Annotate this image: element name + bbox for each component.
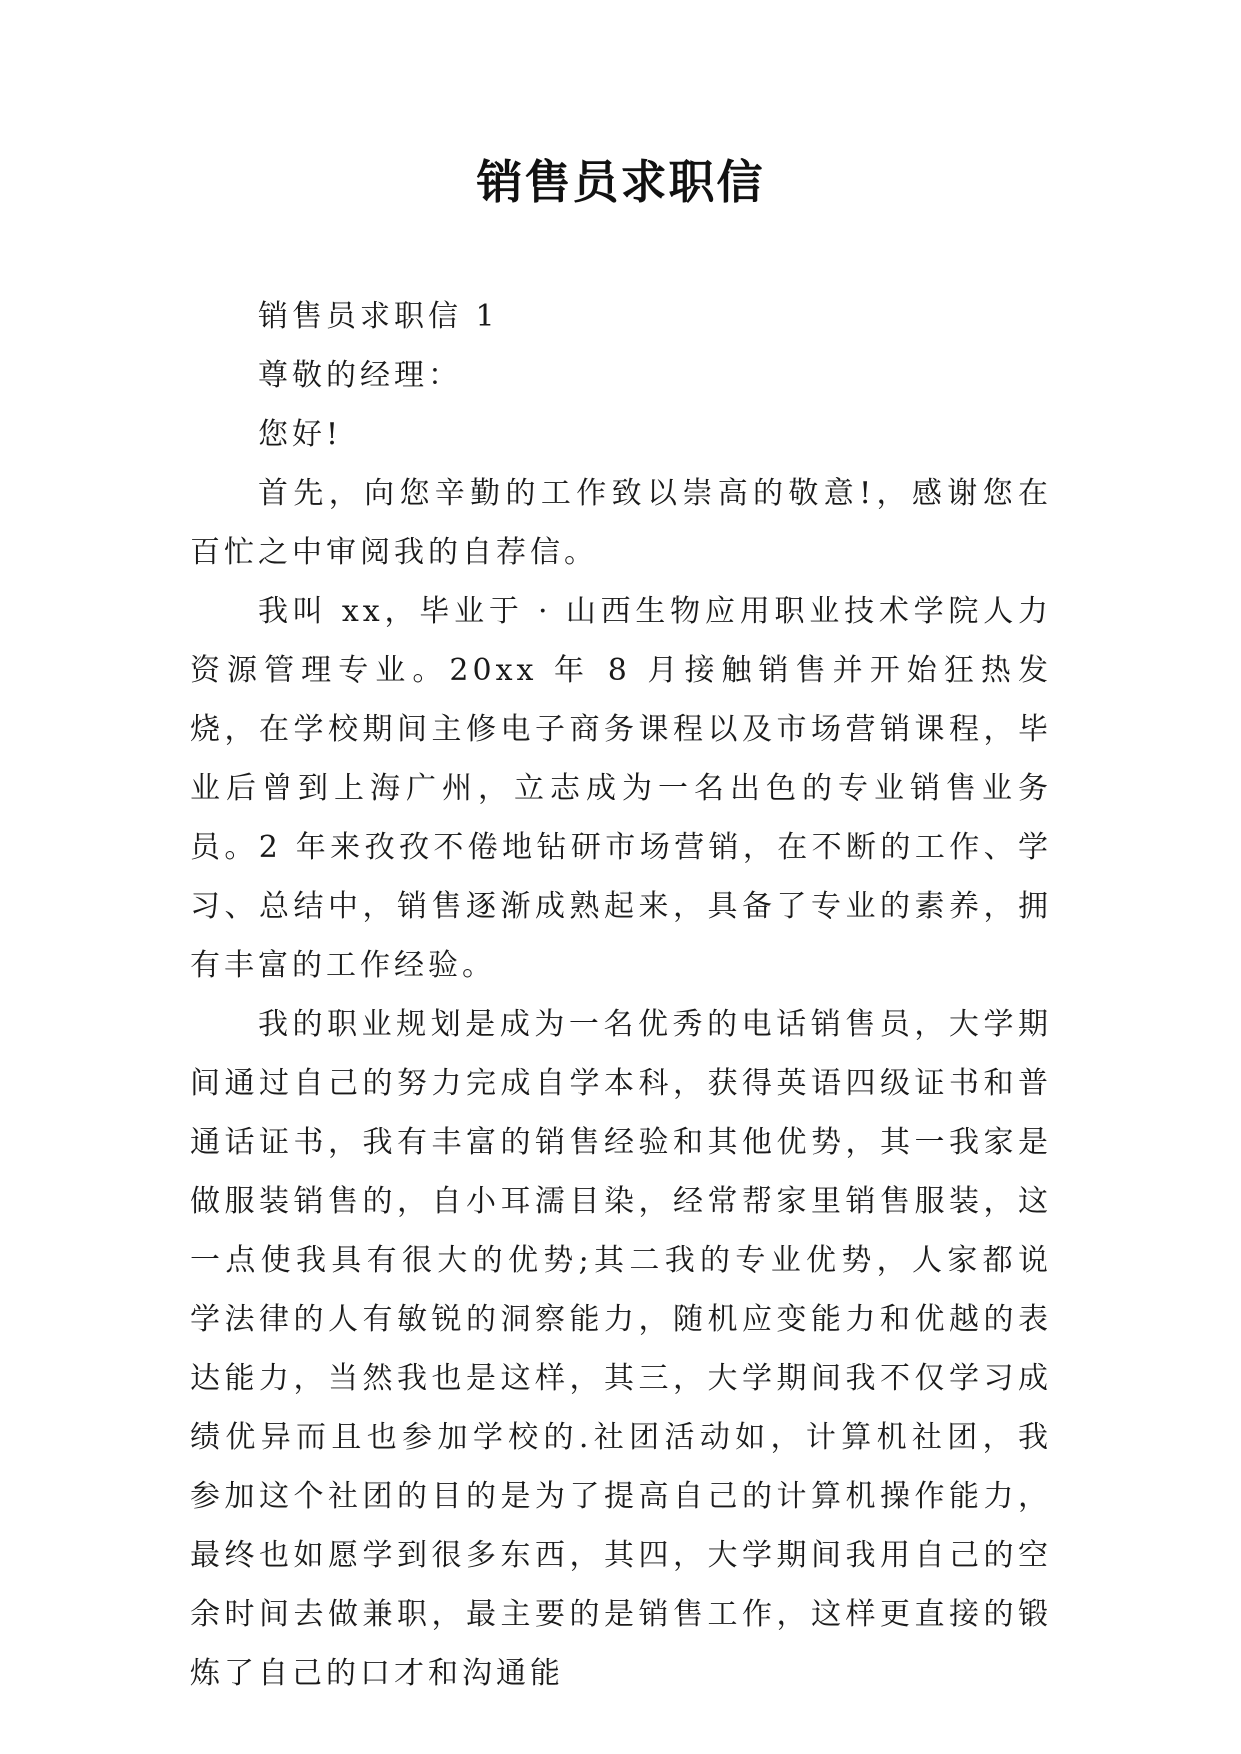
document-title: 销售员求职信 (476, 155, 765, 209)
paragraph-career-plan: 我的职业规划是成为一名优秀的电话销售员，大学期间通过自己的努力完成自学本科，获得英语四级证书和普通话证书，我有丰富的销售经验和其他优势，其一我家是做服装销售的，自小耳濡目染，经常帮家里销售服装，这一点使我具有很大的优势;其二我的专业优势，人家都说学法律的人有敏锐的洞察能力，随机应变能力和优越的表达能力，当然我也是这样，其三，大学期间我不仅学习成绩优异而且也参加学校的.社团活动如，计算机社团，我参加这个社团的目的是为了提高自己的计算机操作能力，最终也如愿学到很多东西，其四，大学期间我用自己的空余时间去做兼职，最主要的是销售工作，这样更直接的锻炼了自己的口才和沟通能 (190, 1007, 1052, 1691)
paragraph-greeting: 您好! (258, 417, 343, 452)
paragraph-salutation: 尊敬的经理： (258, 358, 462, 393)
paragraph-intro: 首先，向您辛勤的工作致以崇高的敬意!，感谢您在百忙之中审阅我的自荐信。 (190, 476, 1052, 570)
document-body (190, 287, 1052, 1703)
paragraph-background: 我叫 xx，毕业于 · 山西生物应用职业技术学院人力资源管理专业。20xx 年 8 月接触销售并开始狂热发烧，在学校期间主修电子商务课程以及市场营销课程，毕业后曾到上海广州，立志成为一名出色的专业销售业务员。2 年来孜孜不倦地钻研市场营销，在不断的工作、学习、总结中，销售逐渐成熟起来，具备了专业的素养，拥有丰富的工作经验。 (190, 594, 1052, 983)
paragraph-heading: 销售员求职信 1 (258, 299, 499, 334)
